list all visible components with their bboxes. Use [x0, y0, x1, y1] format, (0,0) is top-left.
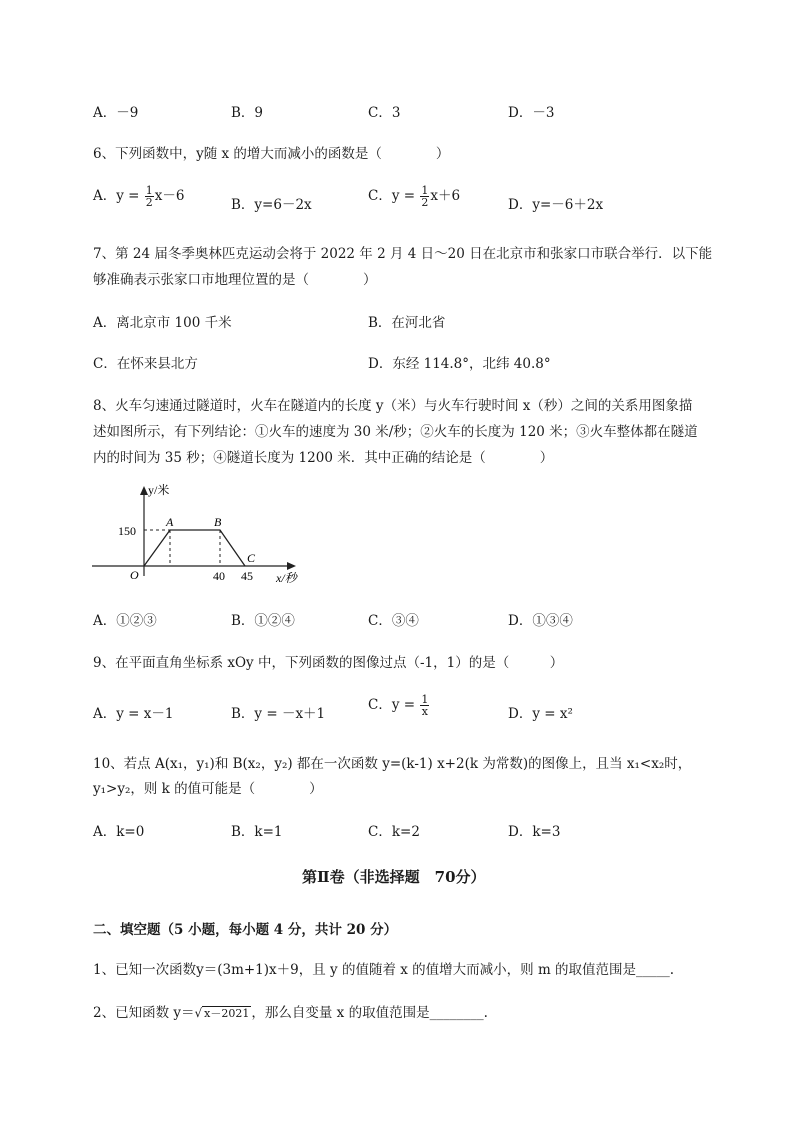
origin-label: O	[130, 568, 139, 582]
q10-option-d: D．k=3	[508, 824, 561, 840]
q9-option-c: C．y = $\frac{1}{x}$	[368, 693, 429, 718]
q8-stem-line1: 8、火车匀速通过隧道时，火车在隧道内的长度 y（米）与火车行驶时间 x（秒）之间的关系用图象描	[93, 398, 693, 414]
q9-option-b: B．y = －x＋1	[231, 706, 326, 722]
x-axis-arrow-icon	[287, 562, 296, 570]
q10-stem-line1: 10、若点 A(x₁，y₁)和 B(x₂，y₂) 都在一次函数 y=(k-1) x+2(k 为常数)的图像上，且当 x₁<x₂时，	[93, 756, 692, 772]
q10-stem-line2: y₁>y₂，则 k 的值可能是（ ）	[93, 781, 323, 797]
q10-option-a: A．k=0	[93, 824, 145, 840]
point-c-label: C	[247, 551, 256, 565]
q6-option-d: D．y=－6＋2x	[508, 197, 604, 213]
q6-stem: 6、下列函数中，y随 x 的增大而减小的函数是（ ）	[93, 146, 450, 162]
q8-option-c: C．③④	[368, 613, 419, 629]
graph-polyline	[144, 530, 245, 566]
q7-stem-line2: 够准确表示张家口市地理位置的是（ ）	[93, 272, 377, 288]
x-tick-label-45: 45	[241, 569, 253, 583]
q5-option-c: C．3	[368, 105, 401, 121]
q10-option-c: C．k=2	[368, 824, 420, 840]
q5-option-b: B．9	[231, 105, 264, 121]
x-tick-label-40: 40	[213, 569, 225, 583]
section2-heading: 二、填空题（5 小题，每小题 4 分，共计 20 分）	[93, 922, 398, 938]
fill-question-2: 2、已知函数 y＝√ x－2021 ，那么自变量 x 的取值范围是________.	[93, 1005, 488, 1021]
q7-option-c: C．在怀来县北方	[93, 356, 198, 372]
y-tick-label: 150	[118, 524, 136, 538]
q8-stem-line3: 内的时间为 35 秒；④隧道长度为 1200 米．其中正确的结论是（ ）	[93, 450, 554, 466]
q7-stem-line1: 7、第 24 届冬季奥林匹克运动会将于 2022 年 2 月 4 日～20 日在北京市和张家口市联合举行．以下能	[93, 246, 713, 262]
part2-title: 第Ⅱ卷（非选择题 70分）	[302, 868, 486, 886]
q9-stem: 9、在平面直角坐标系 xOy 中，下列函数的图像过点（-1，1）的是（ ）	[93, 655, 564, 671]
sqrt-radicand: x－2021	[204, 1007, 250, 1020]
q6-option-b: B．y=6－2x	[231, 197, 312, 213]
q8-option-b: B．①②④	[231, 613, 295, 629]
q5-option-d: D．－3	[508, 105, 555, 121]
q8-stem-line2: 述如图所示，有下列结论：①火车的速度为 30 米/秒；②火车的长度为 120 米；③火车整体都在隧道	[93, 424, 698, 440]
q7-option-a: A．离北京市 100 千米	[93, 315, 232, 331]
q8-option-d: D．①③④	[508, 613, 573, 629]
y-axis-arrow-icon	[140, 486, 148, 495]
q7-option-b: B．在河北省	[368, 315, 446, 331]
q10-option-b: B．k=1	[231, 824, 283, 840]
fill-question-1: 1、已知一次函数y＝(3m+1)x＋9，且 y 的值随着 x 的值增大而减小，则 m 的取值范围是_____.	[93, 962, 675, 978]
point-b-label: B	[214, 515, 222, 529]
q5-option-a: A．－9	[93, 105, 139, 121]
q6-option-a: A．y = $\frac{1}{2}$ x－6	[93, 184, 185, 209]
q9-option-a: A．y = x－1	[93, 706, 174, 722]
q9-option-d: D．y = x²	[508, 706, 573, 722]
q8-option-a: A．①②③	[93, 613, 157, 629]
q6-option-c: C．y = $\frac{1}{2}$ x＋6	[368, 184, 461, 209]
point-a-label: A	[166, 515, 174, 529]
x-axis-label: x/秒	[276, 571, 297, 585]
q8-graph	[88, 478, 328, 590]
q7-option-d: D．东经 114.8°，北纬 40.8°	[368, 356, 551, 372]
y-axis-label: y/米	[148, 483, 170, 497]
